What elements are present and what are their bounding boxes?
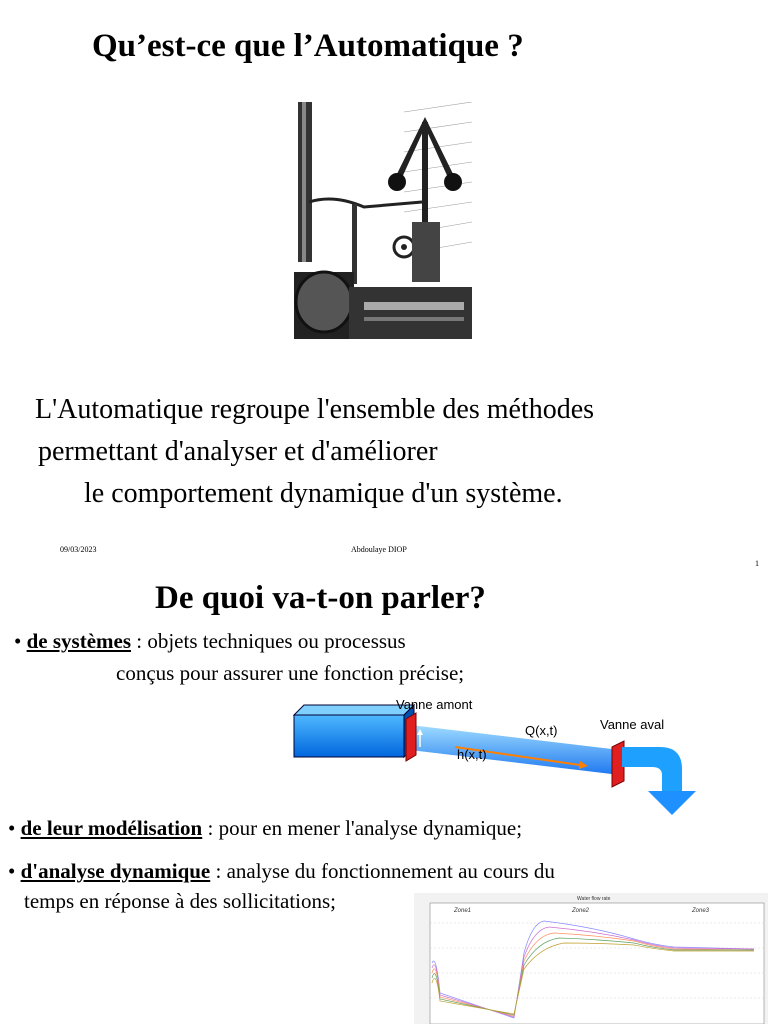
outlet-elbow — [622, 747, 682, 791]
label-height: h(x,t) — [457, 747, 487, 762]
definition-line-1: L'Automatique regroupe l'ensemble des méthodes — [35, 394, 595, 425]
upstream-valve-icon — [406, 713, 416, 761]
slide-1-title: Qu’est-ce que l’Automatique ? — [92, 28, 524, 64]
page-number: 1 — [755, 559, 759, 568]
zone-3-label: Zone3 — [692, 908, 710, 914]
footer-author: Abdoulaye DIOP — [351, 545, 407, 554]
bullet-modelling-text: : pour en mener l'analyse dynamique; — [202, 816, 523, 840]
bullet-dot: • — [8, 816, 16, 840]
footer-date: 09/03/2023 — [60, 545, 97, 554]
zone-1-label: Zone1 — [454, 908, 472, 914]
bullet-systems-term: de systèmes — [26, 629, 132, 653]
centrifugal-governor-icon — [294, 102, 472, 339]
bullet-systems-text: : objets techniques ou processus — [131, 629, 406, 653]
zone-2-label: Zone2 — [572, 908, 590, 914]
bullet-modelling — [8, 814, 522, 843]
governor-illustration — [294, 102, 472, 339]
outlet-arrow-icon — [648, 791, 696, 815]
bullet-dynamic-analysis-continuation: temps en réponse à des sollicitations; — [24, 889, 337, 913]
bullet-dot: • — [8, 859, 16, 883]
canal-diagram — [290, 695, 700, 820]
bullet-dynamic-analysis — [8, 857, 555, 886]
label-vanne-amont: Vanne amont — [396, 697, 473, 712]
response-plot — [414, 893, 768, 1024]
bullet-modelling-term: de leur modélisation — [20, 816, 203, 840]
bullet-dot: • — [14, 629, 22, 653]
channel-pipe — [410, 725, 620, 775]
bullet-dynamic-analysis-term: d'analyse dynamique — [20, 859, 211, 883]
definition-line-3: le comportement dynamique d'un système. — [84, 478, 563, 509]
chart-title: Water flow rate — [577, 896, 611, 902]
bullet-systems-continuation: conçus pour assurer une fonction précise; — [116, 661, 465, 685]
label-flow: Q(x,t) — [525, 723, 558, 738]
definition-line-2: permettant d'analyser et d'améliorer — [38, 436, 438, 467]
label-vanne-aval: Vanne aval — [600, 717, 665, 732]
bullet-systems — [14, 627, 406, 656]
slide-2-title: De quoi va-t-on parler? — [155, 580, 486, 616]
response-curves — [414, 893, 768, 1024]
bullet-dynamic-analysis-text: : analyse du fonctionnement au cours du — [210, 859, 555, 883]
